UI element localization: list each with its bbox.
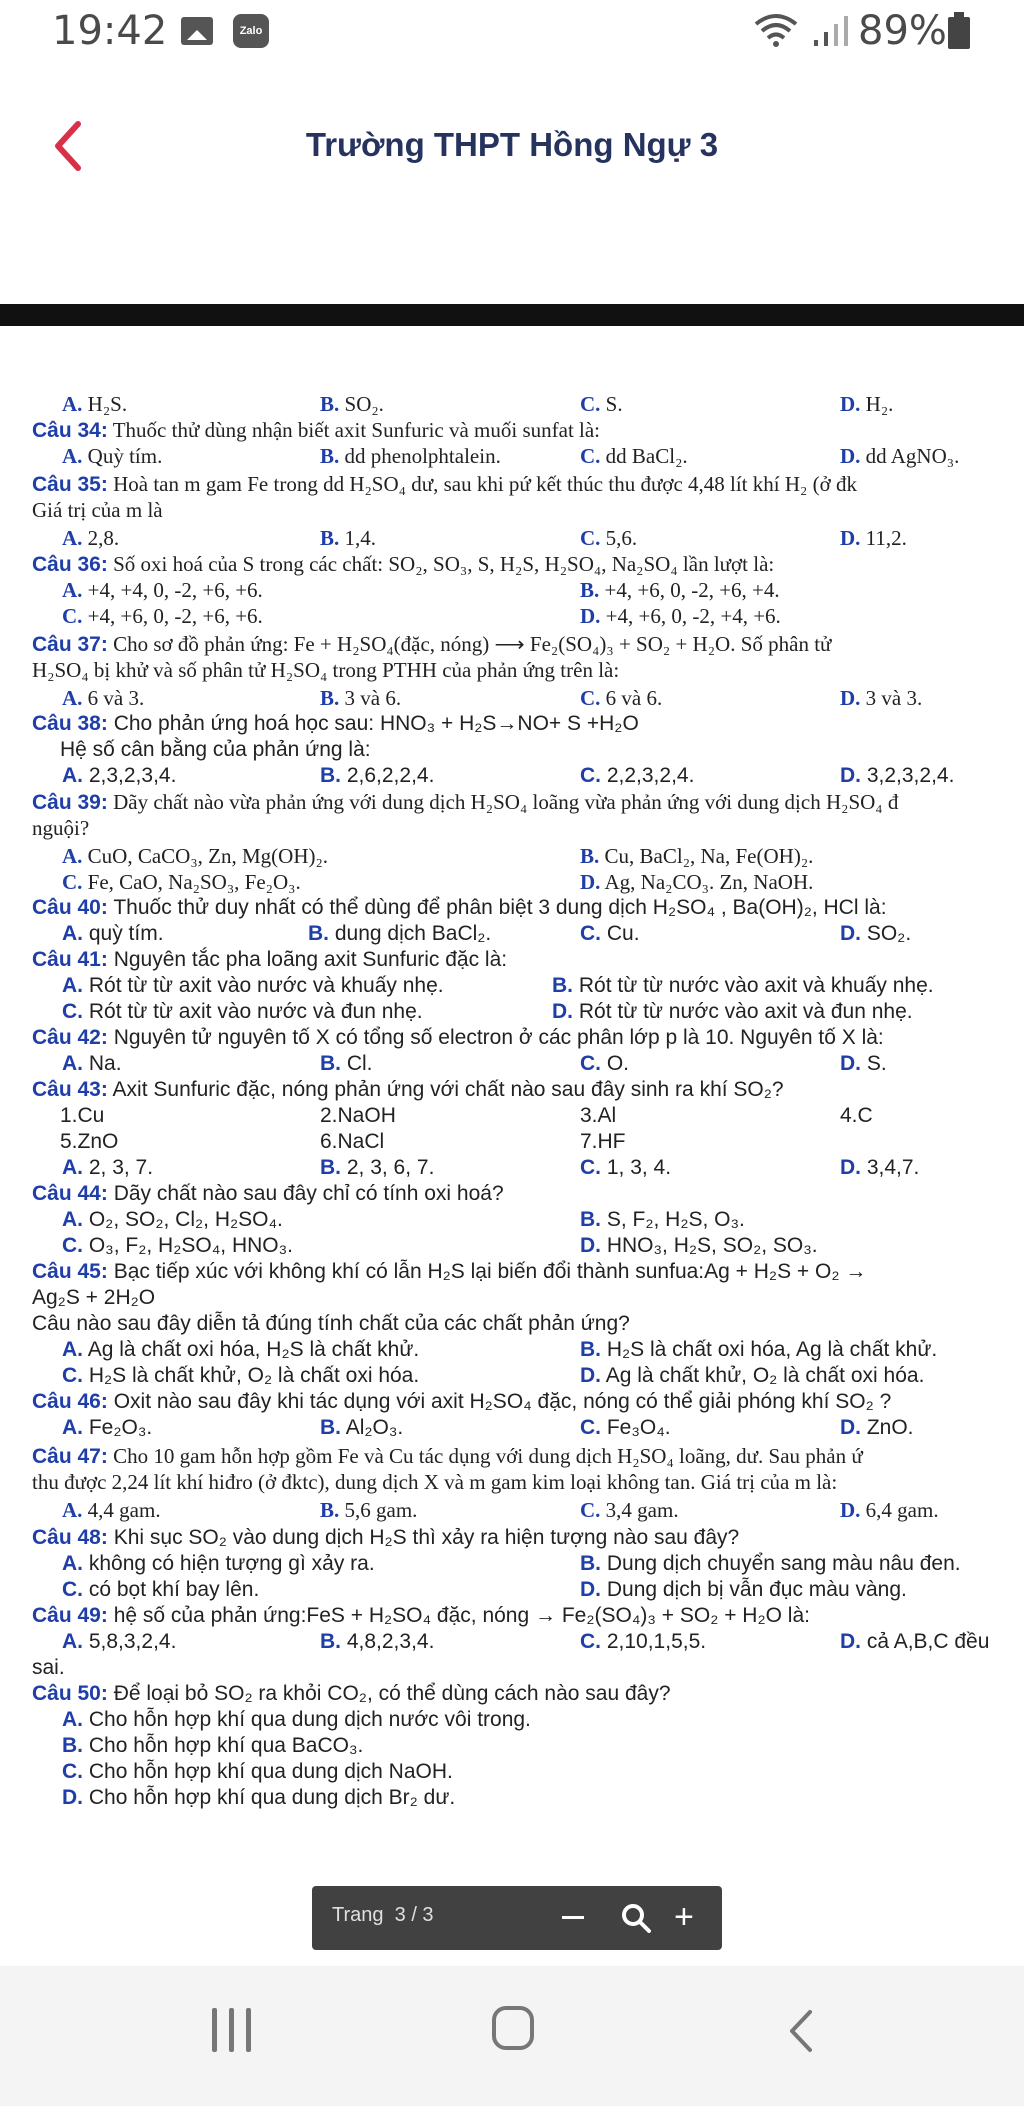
q46-option-a: A. Fe₂O₃. <box>62 1416 153 1439</box>
q41-option-a: A. Rót từ từ axit vào nước và khuấy nhẹ. <box>62 974 444 997</box>
q40-option-b: B. dung dịch BaCl₂. <box>308 922 492 945</box>
zoom-in-button[interactable]: + <box>674 1898 694 1936</box>
question-35-line2: Giá trị của m là <box>32 498 163 522</box>
question-38: Câu 38: Cho phản ứng hoá học sau: HNO₃ + H₂S→NO+ S +H₂O <box>32 712 639 735</box>
q39-option-d: D. Ag, Na₂CO₃. Zn, NaOH. <box>580 870 814 894</box>
q45-option-d: D. Ag là chất khử, O₂ là chất oxi hóa. <box>580 1364 925 1387</box>
q40-option-a: A. quỳ tím. <box>62 922 164 945</box>
q37-option-d: D. 3 và 3. <box>840 686 923 710</box>
question-50: Câu 50: Để loại bỏ SO₂ ra khỏi CO₂, có thể dùng cách nào sau đây? <box>32 1682 671 1705</box>
q47-option-c: C. 3,4 gam. <box>580 1498 679 1522</box>
q42-option-b: B. Cl. <box>320 1052 373 1075</box>
q43-item: 2.NaOH <box>320 1104 396 1127</box>
q37-option-b: B. 3 và 6. <box>320 686 402 710</box>
q33-option-b: B. SO₂. <box>320 392 384 416</box>
q42-option-c: C. O. <box>580 1052 630 1075</box>
clock: 19:42 <box>52 8 168 54</box>
q38-option-c: C. 2,2,3,2,4. <box>580 764 695 787</box>
q34-option-a: A. Quỳ tím. <box>62 444 163 468</box>
page-zoom-toolbar <box>312 1886 722 1950</box>
q36-option-a: A. +4, +4, 0, -2, +6, +6. <box>62 578 263 602</box>
q43-option-b: B. 2, 3, 6, 7. <box>320 1156 435 1179</box>
q50-option-a: A. Cho hỗn hợp khí qua dung dịch nước vôi trong. <box>62 1708 531 1731</box>
q43-item: 5.ZnO <box>60 1130 119 1153</box>
q42-option-d: D. S. <box>840 1052 887 1075</box>
q34-option-c: C. dd BaCl₂. <box>580 444 688 468</box>
q38-option-a: A. 2,3,2,3,4. <box>62 764 177 787</box>
page-indicator: Trang 3 / 3 <box>332 1904 434 1926</box>
q48-option-d: D. Dung dịch bị vẫn đục màu vàng. <box>580 1578 907 1601</box>
q49-option-b: B. 4,8,2,3,4. <box>320 1630 435 1653</box>
question-48: Câu 48: Khi sục SO₂ vào dung dịch H₂S thì xảy ra hiện tượng nào sau đây? <box>32 1526 740 1549</box>
q43-item: 3.Al <box>580 1104 617 1127</box>
question-47-line2: thu được 2,24 lít khí hiđro (ở đktc), dung dịch X và m gam kim loại không tan. Giá trị của m là: <box>32 1470 838 1494</box>
q35-option-d: D. 11,2. <box>840 526 907 550</box>
q44-option-c: C. O₃, F₂, H₂SO₄, HNO₃. <box>62 1234 293 1257</box>
question-39-line2: nguội? <box>32 816 90 840</box>
wifi-icon <box>752 10 800 50</box>
q46-option-c: C. Fe₃O₄. <box>580 1416 671 1439</box>
q34-option-b: B. dd phenolphtalein. <box>320 444 501 468</box>
q37-option-a: A. 6 và 3. <box>62 686 145 710</box>
q40-option-d: D. SO₂. <box>840 922 912 945</box>
question-44: Câu 44: Dãy chất nào sau đây chỉ có tính oxi hoá? <box>32 1182 504 1205</box>
q33-option-c: C. S. <box>580 392 623 416</box>
question-41: Câu 41: Nguyên tắc pha loãng axit Sunfuric đặc là: <box>32 948 508 971</box>
q39-option-b: B. Cu, BaCl₂, Na, Fe(OH)₂. <box>580 844 814 868</box>
q43-option-d: D. 3,4,7. <box>840 1156 920 1179</box>
q36-option-b: B. +4, +6, 0, -2, +6, +4. <box>580 578 780 602</box>
q50-option-d: D. Cho hỗn hợp khí qua dung dịch Br₂ dư. <box>62 1786 456 1809</box>
q49-option-d: D. cả A,B,C đều <box>840 1630 990 1653</box>
q50-option-c: C. Cho hỗn hợp khí qua dung dịch NaOH. <box>62 1760 453 1783</box>
q37-option-c: C. 6 và 6. <box>580 686 663 710</box>
battery-icon <box>948 17 970 49</box>
q45-option-b: B. H₂S là chất oxi hóa, Ag là chất khử. <box>580 1338 938 1361</box>
zoom-out-button[interactable] <box>562 1916 584 1919</box>
q35-option-c: C. 5,6. <box>580 526 638 550</box>
q45-option-a: A. Ag là chất oxi hóa, H₂S là chất khử. <box>62 1338 420 1361</box>
q36-option-c: C. +4, +6, 0, -2, +6, +6. <box>62 604 263 628</box>
question-38-line2: Hệ số cân bằng của phản ứng là: <box>60 738 371 761</box>
q49-option-c: C. 2,10,1,5,5. <box>580 1630 707 1653</box>
gallery-notification-icon <box>181 17 213 45</box>
question-43: Câu 43: Axit Sunfuric đặc, nóng phản ứng với chất nào sau đây sinh ra khí SO₂? <box>32 1078 784 1101</box>
question-46: Câu 46: Oxit nào sau đây khi tác dụng với axit H₂SO₄ đặc, nóng có thể giải phóng khí SO₂ ? <box>32 1390 892 1413</box>
header-divider <box>0 304 1024 326</box>
q50-option-b: B. Cho hỗn hợp khí qua BaCO₃. <box>62 1734 364 1757</box>
q43-item: 6.NaCl <box>320 1130 385 1153</box>
q43-option-a: A. 2, 3, 7. <box>62 1156 154 1179</box>
question-34: Câu 34: Thuốc thử dùng nhận biết axit Sunfuric và muối sunfat là: <box>32 418 601 442</box>
question-45-line2: Ag₂S + 2H₂O <box>32 1286 156 1309</box>
q38-option-b: B. 2,6,2,2,4. <box>320 764 435 787</box>
zalo-notification-icon: Zalo <box>233 14 269 48</box>
q38-option-d: D. 3,2,3,2,4. <box>840 764 955 787</box>
document-page[interactable] <box>32 392 1024 1958</box>
q44-option-b: B. S, F₂, H₂S, O₃. <box>580 1208 745 1231</box>
q35-option-b: B. 1,4. <box>320 526 377 550</box>
question-47: Câu 47: Cho 10 gam hỗn hợp gồm Fe và Cu tác dụng với dung dịch H₂SO₄ loãng, dư. Sau phản ứ <box>32 1444 863 1468</box>
q46-option-d: D. ZnO. <box>840 1416 914 1439</box>
question-42: Câu 42: Nguyên tử nguyên tố X có tổng số electron ở các phân lớp p là 10. Nguyên tố X là: <box>32 1026 884 1049</box>
question-49-wrap: sai. <box>32 1656 65 1679</box>
q47-option-a: A. 4,4 gam. <box>62 1498 161 1522</box>
q43-item: 7.HF <box>580 1130 626 1153</box>
q45-option-c: C. H₂S là chất khử, O₂ là chất oxi hóa. <box>62 1364 420 1387</box>
question-37: Câu 37: Cho sơ đồ phản ứng: Fe + H₂SO₄(đặc, nóng) ⟶ Fe₂(SO₄)₃ + SO₂ + H₂O. Số phân tử <box>32 632 832 656</box>
q39-option-c: C. Fe, CaO, Na₂SO₃, Fe₂O₃. <box>62 870 301 894</box>
q48-option-a: A. không có hiện tượng gì xảy ra. <box>62 1552 375 1575</box>
question-40: Câu 40: Thuốc thử duy nhất có thể dùng để phân biệt 3 dung dịch H₂SO₄ , Ba(OH)₂, HCl là: <box>32 896 887 919</box>
signal-icon <box>810 14 850 48</box>
question-36: Câu 36: Số oxi hoá của S trong các chất: SO₂, SO₃, S, H₂S, H₂SO₄, Na₂SO₄ lần lượt là: <box>32 552 775 576</box>
q46-option-b: B. Al₂O₃. <box>320 1416 404 1439</box>
q33-option-a: A. H₂S. <box>62 392 128 416</box>
zoom-icon[interactable] <box>620 1902 652 1934</box>
q43-option-c: C. 1, 3, 4. <box>580 1156 672 1179</box>
q36-option-d: D. +4, +6, 0, -2, +4, +6. <box>580 604 781 628</box>
question-45-line3: Câu nào sau đây diễn tả đúng tính chất của các chất phản ứng? <box>32 1312 630 1335</box>
q43-item: 4.C <box>840 1104 873 1127</box>
question-35: Câu 35: Hoà tan m gam Fe trong dd H₂SO₄ dư, sau khi pứ kết thúc thu được 4,48 lít khí H₂ (ở đk <box>32 472 857 496</box>
page-title: Trường THPT Hồng Ngự 3 <box>305 126 719 163</box>
q48-option-b: B. Dung dịch chuyển sang màu nâu đen. <box>580 1552 961 1575</box>
q42-option-a: A. Na. <box>62 1052 122 1075</box>
question-49: Câu 49: hệ số của phản ứng:FeS + H₂SO₄ đặc, nóng → Fe₂(SO₄)₃ + SO₂ + H₂O là: <box>32 1604 810 1627</box>
question-39: Câu 39: Dãy chất nào vừa phản ứng với dung dịch H₂SO₄ loãng vừa phản ứng với dung dịch H₂SO₄ đ <box>32 790 899 814</box>
recent-apps-icon[interactable] <box>212 2008 252 2052</box>
q35-option-a: A. 2,8. <box>62 526 120 550</box>
q49-option-a: A. 5,8,3,2,4. <box>62 1630 177 1653</box>
navigation-bar <box>0 1966 1024 2106</box>
q47-option-b: B. 5,6 gam. <box>320 1498 418 1522</box>
battery-percent: 89% <box>858 8 947 54</box>
question-37-line2: H₂SO₄ bị khử và số phân tử H₂SO₄ trong PTHH của phản ứng trên là: <box>32 658 620 682</box>
q48-option-c: C. có bọt khí bay lên. <box>62 1578 260 1601</box>
q41-option-d: D. Rót từ từ nước vào axit và đun nhẹ. <box>552 1000 913 1023</box>
status-bar <box>0 0 1024 64</box>
q47-option-d: D. 6,4 gam. <box>840 1498 939 1522</box>
q34-option-d: D. dd AgNO₃. <box>840 444 960 468</box>
q40-option-c: C. Cu. <box>580 922 640 945</box>
q44-option-d: D. HNO₃, H₂S, SO₂, SO₃. <box>580 1234 818 1257</box>
q33-option-d: D. H₂. <box>840 392 894 416</box>
q41-option-c: C. Rót từ từ axit vào nước và đun nhẹ. <box>62 1000 423 1023</box>
q39-option-a: A. CuO, CaCO₃, Zn, Mg(OH)₂. <box>62 844 329 868</box>
nav-back-icon[interactable] <box>786 2008 816 2054</box>
q44-option-a: A. O₂, SO₂, Cl₂, H₂SO₄. <box>62 1208 283 1231</box>
home-icon[interactable] <box>492 2006 534 2050</box>
q41-option-b: B. Rót từ từ nước vào axit và khuấy nhẹ. <box>552 974 934 997</box>
q43-item: 1.Cu <box>60 1104 105 1127</box>
question-45: Câu 45: Bạc tiếp xúc với không khí có lẫn H₂S lại biến đổi thành sunfua:Ag + H₂S + O₂ → <box>32 1260 867 1283</box>
